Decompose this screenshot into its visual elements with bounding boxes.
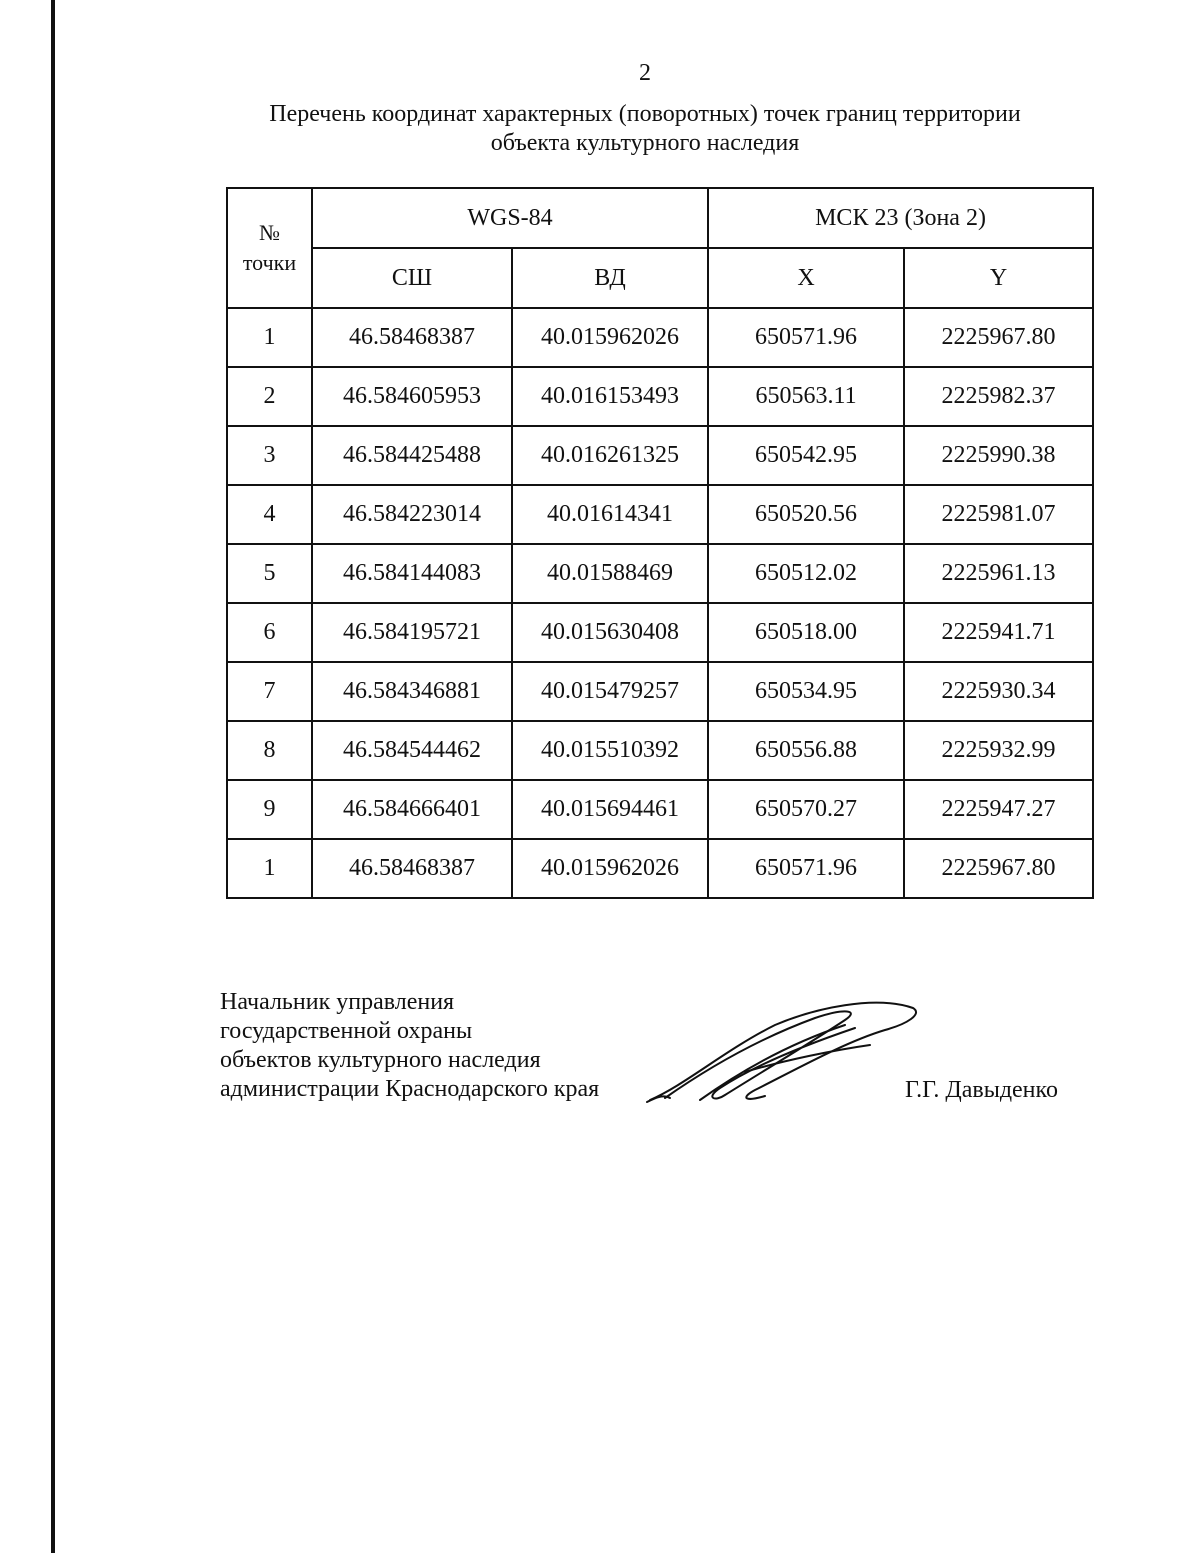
- handwritten-signature: [645, 990, 925, 1110]
- table-subheader-row: [227, 248, 1093, 308]
- y-cell: 2225981.07: [904, 485, 1093, 544]
- latitude-cell: 46.584195721: [312, 603, 512, 662]
- latitude-cell: 46.584666401: [312, 780, 512, 839]
- longitude-cell: 40.015694461: [512, 780, 708, 839]
- wgs84-group-header: WGS-84: [312, 188, 708, 248]
- point-number-cell: 6: [227, 603, 312, 662]
- point-number-cell: 2: [227, 367, 312, 426]
- signer-name: Г.Г. Давыденко: [905, 1077, 1058, 1103]
- position-line-3: объектов культурного наследия: [220, 1047, 541, 1073]
- point-number-cell: 1: [227, 839, 312, 898]
- point-number-cell: 9: [227, 780, 312, 839]
- table-header-row: [227, 188, 1093, 248]
- longitude-cell: 40.01614341: [512, 485, 708, 544]
- table-row: [227, 603, 1093, 662]
- y-cell: 2225930.34: [904, 662, 1093, 721]
- points-label: точки: [242, 250, 297, 275]
- scan-edge-line: [51, 0, 55, 1553]
- point-number-cell: 3: [227, 426, 312, 485]
- position-line-4: администрации Краснодарского края: [220, 1076, 600, 1102]
- y-cell: 2225947.27: [904, 780, 1093, 839]
- latitude-cell: 46.58468387: [312, 839, 512, 898]
- table-row: [227, 426, 1093, 485]
- x-cell: 650534.95: [708, 662, 904, 721]
- x-cell: 650512.02: [708, 544, 904, 603]
- page-number: 2: [639, 60, 651, 86]
- longitude-cell: 40.015962026: [512, 839, 708, 898]
- x-cell: 650556.88: [708, 721, 904, 780]
- signatory-position: [220, 988, 599, 1104]
- x-cell: 650518.00: [708, 603, 904, 662]
- latitude-cell: 46.584346881: [312, 662, 512, 721]
- y-cell: 2225961.13: [904, 544, 1093, 603]
- point-number-header: [227, 188, 312, 308]
- position-line-1: Начальник управления: [220, 989, 455, 1015]
- position-line-2: государственной охраны: [220, 1018, 473, 1044]
- table-row: [227, 662, 1093, 721]
- table-row: [227, 780, 1093, 839]
- longitude-cell: 40.015479257: [512, 662, 708, 721]
- coordinates-table: [226, 187, 1094, 899]
- number-sign: №: [259, 220, 280, 245]
- longitude-cell: 40.015510392: [512, 721, 708, 780]
- x-cell: 650563.11: [708, 367, 904, 426]
- latitude-cell: 46.584144083: [312, 544, 512, 603]
- x-cell: 650520.56: [708, 485, 904, 544]
- longitude-cell: 40.016153493: [512, 367, 708, 426]
- column-header-y: Y: [904, 248, 1093, 308]
- table-row: [227, 721, 1093, 780]
- point-number-cell: 7: [227, 662, 312, 721]
- table-row: [227, 485, 1093, 544]
- point-number-cell: 4: [227, 485, 312, 544]
- point-number-cell: 8: [227, 721, 312, 780]
- document-title: [200, 100, 1090, 158]
- longitude-cell: 40.015962026: [512, 308, 708, 367]
- table-row: [227, 544, 1093, 603]
- msk23-group-header: МСК 23 (Зона 2): [708, 188, 1093, 248]
- y-cell: 2225932.99: [904, 721, 1093, 780]
- y-cell: 2225941.71: [904, 603, 1093, 662]
- table-row: [227, 839, 1093, 898]
- column-header-lat: СШ: [312, 248, 512, 308]
- x-cell: 650571.96: [708, 839, 904, 898]
- latitude-cell: 46.584605953: [312, 367, 512, 426]
- x-cell: 650542.95: [708, 426, 904, 485]
- x-cell: 650571.96: [708, 308, 904, 367]
- table-row: [227, 367, 1093, 426]
- x-cell: 650570.27: [708, 780, 904, 839]
- table-row: [227, 308, 1093, 367]
- y-cell: 2225967.80: [904, 308, 1093, 367]
- column-header-x: X: [708, 248, 904, 308]
- title-line-1: Перечень координат характерных (поворотных) точек границ территории: [269, 101, 1021, 127]
- y-cell: 2225967.80: [904, 839, 1093, 898]
- point-number-cell: 5: [227, 544, 312, 603]
- title-line-2: объекта культурного наследия: [490, 130, 800, 156]
- latitude-cell: 46.584544462: [312, 721, 512, 780]
- longitude-cell: 40.015630408: [512, 603, 708, 662]
- column-header-lon: ВД: [512, 248, 708, 308]
- latitude-cell: 46.584223014: [312, 485, 512, 544]
- point-number-cell: 1: [227, 308, 312, 367]
- latitude-cell: 46.58468387: [312, 308, 512, 367]
- longitude-cell: 40.01588469: [512, 544, 708, 603]
- y-cell: 2225990.38: [904, 426, 1093, 485]
- latitude-cell: 46.584425488: [312, 426, 512, 485]
- y-cell: 2225982.37: [904, 367, 1093, 426]
- longitude-cell: 40.016261325: [512, 426, 708, 485]
